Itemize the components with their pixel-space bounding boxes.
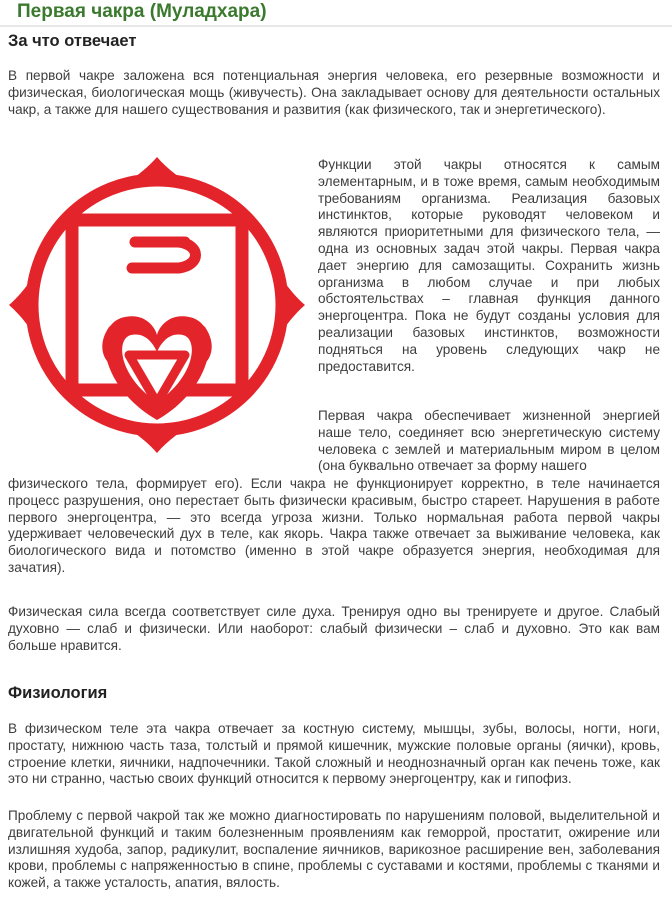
section-heading-responsibility: За что отвечает bbox=[8, 32, 137, 50]
section-heading-physiology: Физиология bbox=[8, 684, 108, 702]
paragraph-physical-strength: Физическая сила всегда соответствует силе духа. Тренируя одно вы тренируете и другое. Слабый духовно — слаб и физически. Или наоборот: слабый физически – слаб и духовно. Это как вам больше нравится. bbox=[8, 604, 660, 653]
muladhara-symbol-icon bbox=[7, 155, 307, 455]
paragraph-functions: Функции этой чакры относятся к самым элементарным, и в тоже время, самым необходимым требованиям организма. Реализация базовых инстинктов, которые руководят человеком и являются приоритетными для физического тела, — одна из основных задач этой чакры. Первая чакра дает энергию для самозащиты. Сохранить жизнь организма в любом случае и при любых обстоятельствах – главная функция данного энергоцентра. Пока не будут созданы условия для реализации базовых инстинктов, возможности подняться на уровень следующих чакр не предоставится. bbox=[318, 157, 660, 374]
title-divider bbox=[0, 25, 672, 27]
paragraph-intro: В первой чакре заложена вся потенциальная энергия человека, его резервные возможности и физическая, биологическая мощь (живучесть). Она закладывает основу для деятельности остальных чакр, а также для нашего существования и развития (как физического, так и энергетического). bbox=[8, 68, 660, 117]
paragraph-physiology: В физическом теле эта чакра отвечает за костную систему, мышцы, зубы, волосы, ногти, ноги, простату, нижнюю часть таза, толстый и прямой кишечник, мужские половые органы (яички), кровь, строение клетки, яичники, надпочечники. Такой сложный и неоднозначный орган как печень тоже, как это ни странно, частью своих функций относится к первому энергоцентру, как и гипофиз. bbox=[8, 721, 660, 787]
page-title: Первая чакра (Муладхара) bbox=[17, 1, 267, 22]
paragraph-diagnosis: Проблему с первой чакрой так же можно диагностировать по нарушениям половой, выделительной и двигательной функций и таким болезненным проявлениям как геморрой, простатит, ожирение или излишняя худоба, запор, радикулит, воспаление яичников, варикозное расширение вен, заболевания крови, проблемы с напряженностью в спине, проблемы с суставами и костями, проблемы с тканями и кожей, а также усталость, апатия, вялость. bbox=[8, 808, 660, 891]
paragraph-energy-bottom: физического тела, формирует его). Если чакра не функционирует корректно, в теле начинается процесс разрушения, оно перестает быть физически красивым, быстро стареет. Нарушения в работе первого энергоцентра, — это всегда угроза жизни. Только нормальная работа первой чакры удерживает человеческий дух в теле, как якорь. Чакра также отвечает за выживание человека, как биологического вида и потомство (именно в этой чакре образуется энергия, необходимая для зачатия). bbox=[8, 476, 660, 575]
paragraph-energy-top: Первая чакра обеспечивает жизненной энергией наше тело, соединяет всю энергетическую систему человека с землей и материальным миром в целом (она буквально отвечает за форму нашего bbox=[318, 408, 660, 474]
title-bar bbox=[0, 0, 672, 25]
